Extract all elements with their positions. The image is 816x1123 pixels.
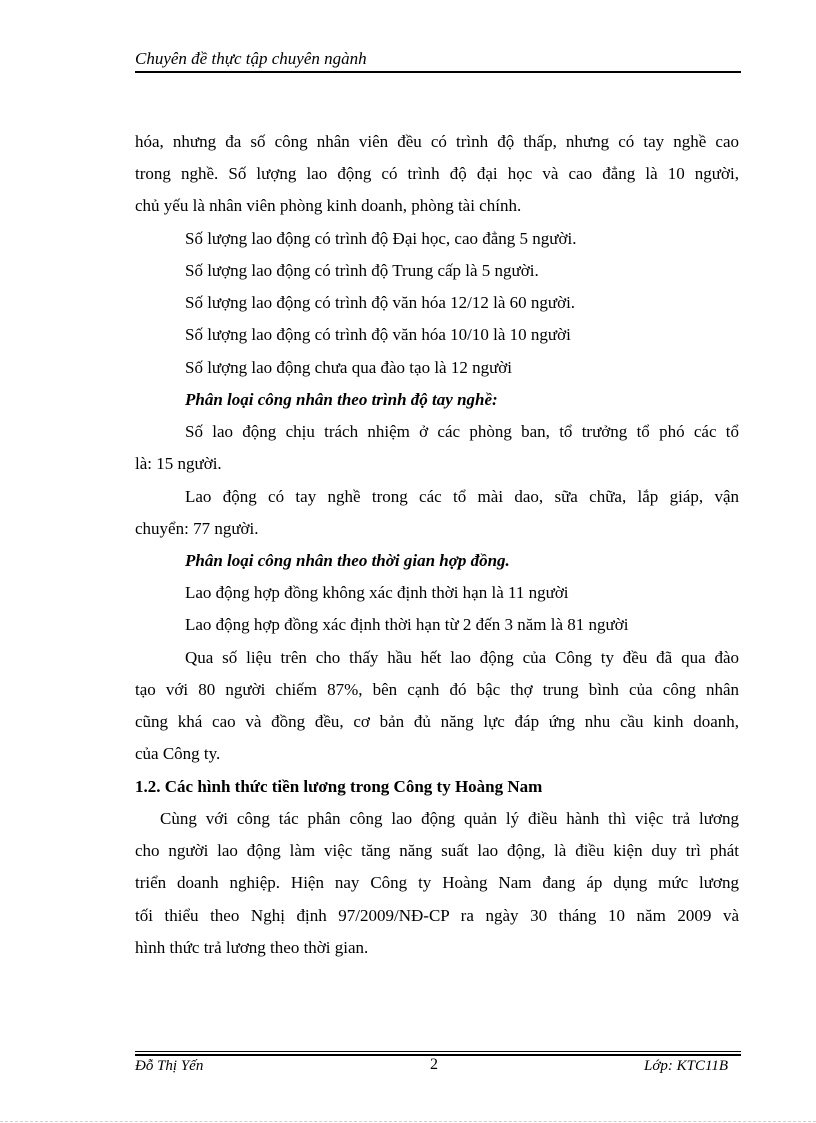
body-line: chủ yếu là nhân viên phòng kinh doanh, phòng tài chính. [135,196,522,215]
body-line: Số lao động chịu trách nhiệm ở các phòng ban, tổ trưởng tổ phó các tổ [185,422,739,441]
section-subheading: Phân loại công nhân theo trình độ tay nghề: [185,390,498,409]
body-line: tạo với 80 người chiếm 87%, bên cạnh đó bậc thợ trung bình của công nhân [135,680,739,699]
body-line: hóa, nhưng đa số công nhân viên đều có trình độ thấp, nhưng có tay nghề cao [135,132,739,151]
page-header-title: Chuyên đề thực tập chuyên ngành [135,49,367,68]
footer-rule [135,1051,741,1052]
footer-author: Đỗ Thị Yến [135,1058,204,1074]
page-number: 2 [430,1056,438,1073]
body-line: Lao động hợp đồng xác định thời hạn từ 2 đến 3 năm là 81 người [185,615,629,634]
body-line: Số lượng lao động có trình độ Trung cấp là 5 người. [185,261,539,280]
body-line: Số lượng lao động chưa qua đào tạo là 12 người [185,358,513,377]
footer-class-label: Lớp: KTC11B [644,1058,728,1074]
body-line: Số lượng lao động có trình độ văn hóa 10/10 là 10 người [185,325,571,344]
body-line: tối thiểu theo Nghị định 97/2009/NĐ-CP ra ngày 30 tháng 10 năm 2009 và [135,906,739,925]
body-line: cũng khá cao và đồng đều, cơ bản đủ năng lực đáp ứng nhu cầu kinh doanh, [135,712,739,731]
section-subheading: Phân loại công nhân theo thời gian hợp đồng. [185,551,510,570]
header-rule [135,71,741,73]
body-line: chuyển: 77 người. [135,519,259,538]
footer-rule-thick [135,1054,741,1056]
body-line: Lao động có tay nghề trong các tổ mài dao, sữa chữa, lắp giáp, vận [185,487,739,506]
body-line: là: 15 người. [135,454,222,473]
section-heading: 1.2. Các hình thức tiền lương trong Công ty Hoàng Nam [135,777,543,796]
body-line: Qua số liệu trên cho thấy hầu hết lao động của Công ty đều đã qua đào [185,648,739,667]
body-line: cho người lao động làm việc tăng năng suất lao động, là điều kiện duy trì phát [135,841,739,860]
body-line: Số lượng lao động có trình độ Đại học, cao đẳng 5 người. [185,229,577,248]
body-line: triển doanh nghiệp. Hiện nay Công ty Hoàng Nam đang áp dụng mức lương [135,873,739,892]
body-line: Số lượng lao động có trình độ văn hóa 12/12 là 60 người. [185,293,576,312]
page-edge-divider [0,1121,816,1122]
body-line: của Công ty. [135,744,221,763]
body-line: Cùng với công tác phân công lao động quản lý điều hành thì việc trả lương [160,809,739,828]
body-line: Lao động hợp đồng không xác định thời hạn là 11 người [185,583,569,602]
body-line: trong nghề. Số lượng lao động có trình độ đại học và cao đẳng là 10 người, [135,164,739,183]
body-line: hình thức trả lương theo thời gian. [135,938,369,957]
